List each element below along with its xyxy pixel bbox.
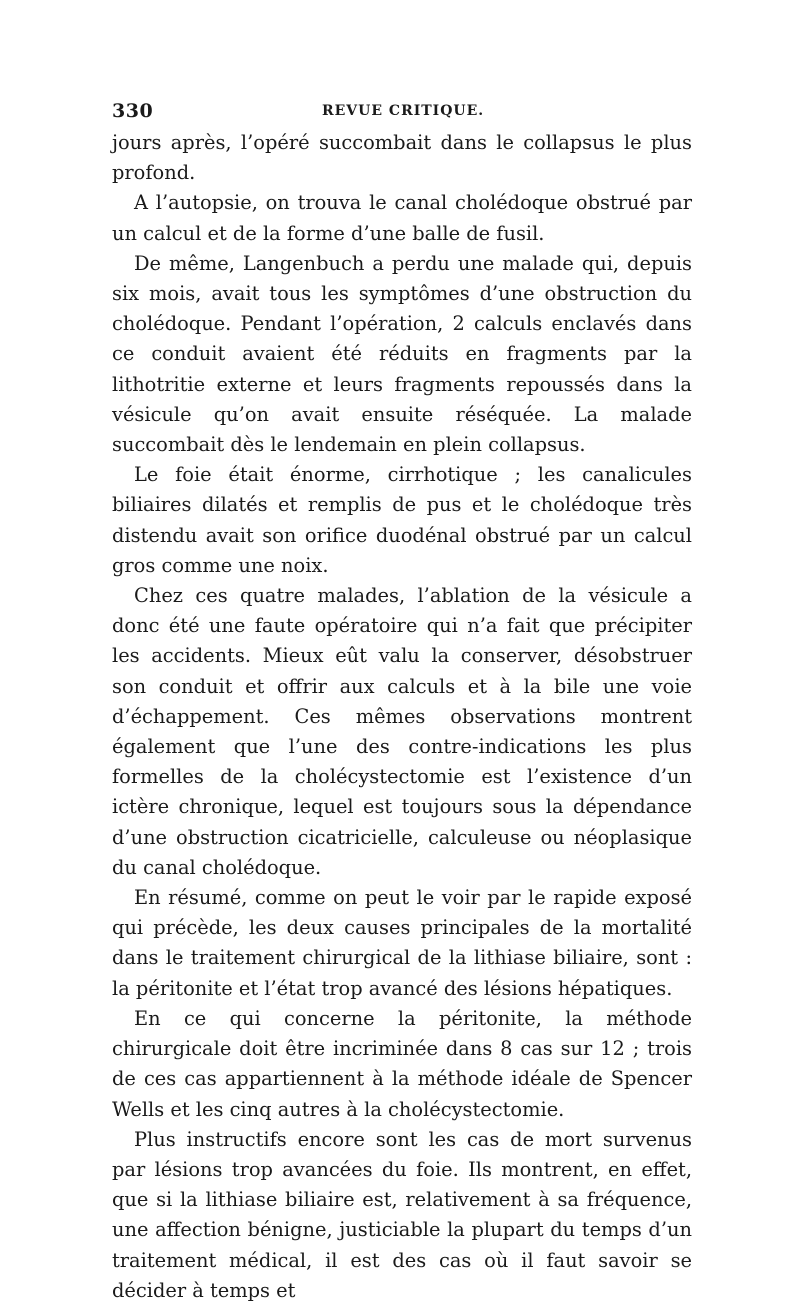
paragraph-langenbuch: De même, Langenbuch a perdu une malade qui, depuis six mois, avait tous les symptômes d’une obstruction du cholédoque. Pendant l’opération, 2 calculs enclavés dans ce conduit avaient été réduits en fragments par la lithotritie externe et leurs fragments repoussés dans la vésicule qu’on avait ensuite réséquée. La malade succombait dès le lendemain en plein collapsus. xyxy=(112,251,692,457)
paragraph-foie: Le foie était énorme, cirrhotique ; les canalicules biliaires dilatés et remplis de pus et le cholédoque très distendu avait son orifice duodénal obstrué par un calcul gros comme une noix. xyxy=(112,463,692,577)
running-title: REVUE CRITIQUE. xyxy=(322,103,485,119)
paragraph-autopsie: A l’autopsie, on trouva le canal cholédoque obstrué par un calcul et de la forme d’une balle de fusil. xyxy=(112,191,692,245)
paragraph-quatre-malades: Chez ces quatre malades, l’ablation de la vésicule a donc été une faute opératoire qui n’a fait que précipiter les accidents. Mieux eût valu la conserver, désobstruer son conduit et offrir aux calculs et à la bile une voie d’échappement. Ces mêmes observations montrent également que l’une des contre-indications les plus formelles de la cholécystectomie est l’existence d’un ictère chronique, lequel est toujours sous la dépendance d’une obstruction cicatricielle, calculeuse ou néoplasique du canal cholédoque. xyxy=(112,584,692,879)
running-head xyxy=(112,100,692,124)
paragraph-peritonite: En ce qui concerne la péritonite, la méthode chirurgicale doit être incriminée dans 8 cas sur 12 ; trois de ces cas appartiennent à la méthode idéale de Spencer Wells et les cinq autres à la cholécystectomie. xyxy=(112,1006,692,1121)
paragraph-lesions: Plus instructifs encore sont les cas de mort survenus par lésions trop avancées du foie. Ils montrent, en effet, que si la lithiase biliaire est, relativement à sa fréquence, une affection bénigne, justiciable la plupart du temps d’un traitement médical, il est des cas où il faut savoir se décider à temps et xyxy=(112,1127,692,1302)
page-number: 330 xyxy=(112,100,154,122)
paragraph-resume: En résumé, comme on peut le voir par le rapide exposé qui précède, les deux causes principales de la mortalité dans le traitement chirurgical de la lithiase biliaire, sont : la péritonite et l’état trop avancé des lésions hépatiques. xyxy=(112,886,692,1000)
paragraph-continuation: jours après, l’opéré succombait dans le collapsus le plus profond. xyxy=(112,131,692,185)
body-text xyxy=(112,128,692,1306)
